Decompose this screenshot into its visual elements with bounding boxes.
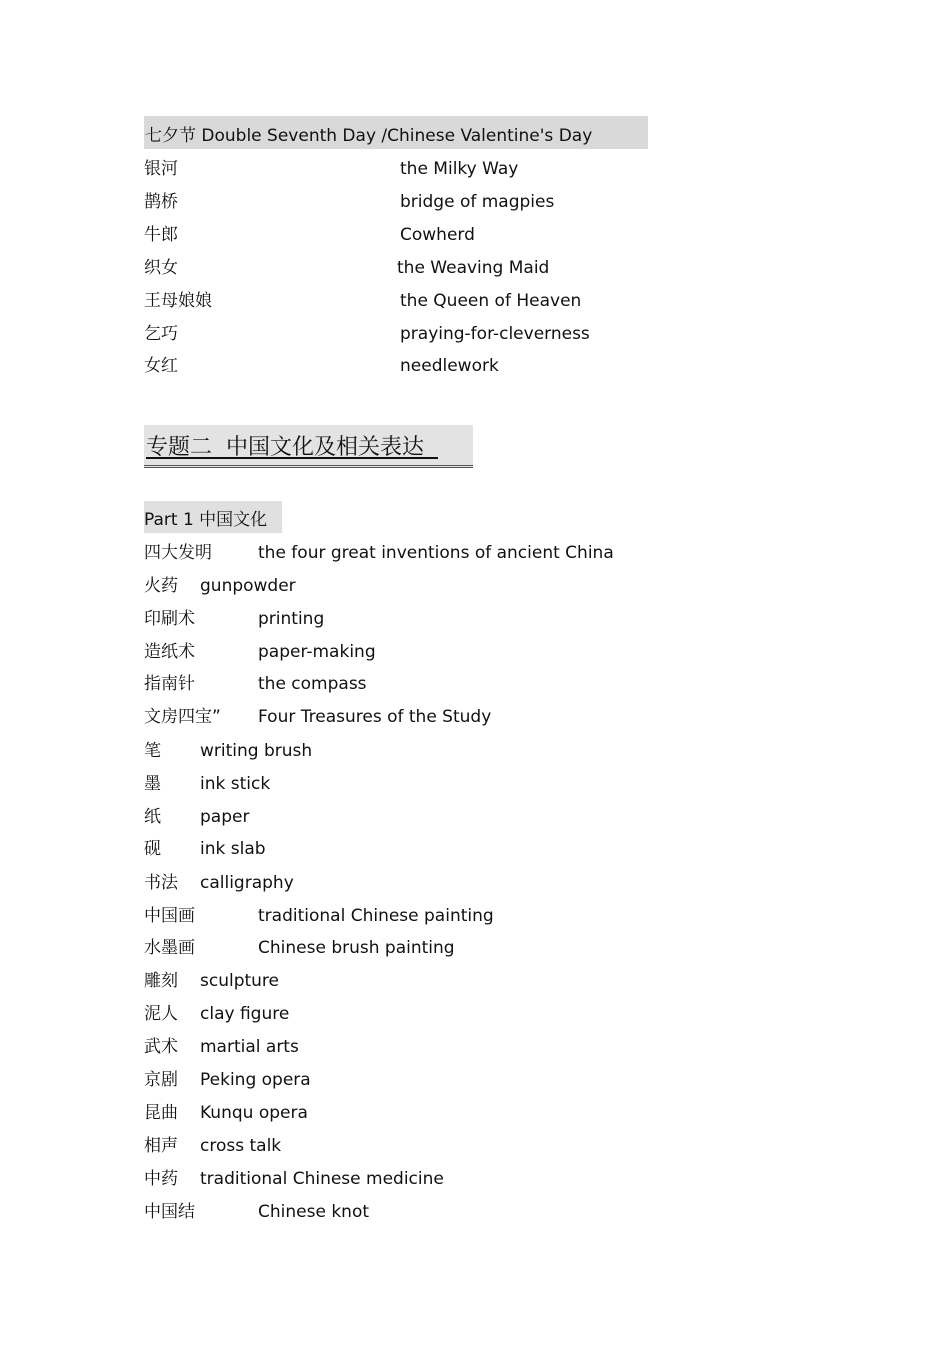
term-zh: 中国画	[144, 906, 195, 926]
term-en: Cowherd	[400, 225, 475, 245]
part-label: Part 1 中国文化	[144, 510, 268, 530]
term-zh: 中国结	[144, 1202, 195, 1222]
term-en: gunpowder	[200, 576, 296, 596]
term-en: paper	[200, 807, 250, 827]
term-en: Four Treasures of the Study	[258, 707, 492, 727]
term-zh: 女红	[144, 356, 178, 376]
term-zh: 砚	[144, 839, 161, 859]
term-zh: 火药	[144, 576, 178, 596]
term-en: Chinese knot	[258, 1202, 370, 1222]
term-en: the Queen of Heaven	[400, 291, 582, 311]
term-en: the Weaving Maid	[397, 258, 550, 278]
term-en: needlework	[400, 356, 499, 376]
term-en: Peking opera	[200, 1070, 311, 1090]
term-zh: 京剧	[144, 1070, 178, 1090]
term-en: calligraphy	[200, 873, 294, 893]
term-zh: 书法	[144, 873, 178, 893]
term-en: the four great inventions of ancient China	[258, 543, 614, 563]
term-zh: 乞巧	[144, 324, 178, 344]
term-zh: 墨	[144, 774, 161, 794]
term-zh: 印刷术	[144, 609, 195, 629]
term-en: bridge of magpies	[400, 192, 555, 212]
term-en: printing	[258, 609, 325, 629]
term-en: sculpture	[200, 971, 280, 991]
term-zh: 文房四宝”	[144, 707, 221, 727]
term-zh: 四大发明	[144, 543, 212, 563]
term-en: ink stick	[200, 774, 271, 794]
term-zh: 指南针	[144, 674, 195, 694]
topic-title: 专题二 中国文化及相关表达	[146, 435, 438, 460]
term-zh: 银河	[144, 159, 178, 179]
term-zh: 造纸术	[144, 642, 195, 662]
term-zh: 昆曲	[144, 1103, 178, 1123]
term-zh: 泥人	[144, 1004, 178, 1024]
term-zh: 纸	[144, 807, 161, 827]
term-en: ink slab	[200, 839, 266, 859]
term-en: martial arts	[200, 1037, 299, 1057]
term-en: traditional Chinese painting	[258, 906, 494, 926]
term-en: Chinese brush painting	[258, 938, 455, 958]
term-zh: 织女	[144, 258, 178, 278]
term-en: the compass	[258, 674, 367, 694]
term-en: cross talk	[200, 1136, 282, 1156]
term-en: Kunqu opera	[200, 1103, 308, 1123]
term-en: traditional Chinese medicine	[200, 1169, 444, 1189]
term-zh: 王母娘娘	[144, 291, 212, 311]
term-zh: 中药	[144, 1169, 178, 1189]
term-en: praying-for-cleverness	[400, 324, 590, 344]
term-zh: 鹊桥	[144, 192, 178, 212]
topic-heading	[144, 425, 473, 468]
term-zh: 牛郎	[144, 225, 178, 245]
term-zh: 雕刻	[144, 971, 178, 991]
term-en: clay figure	[200, 1004, 290, 1024]
term-en: paper-making	[258, 642, 376, 662]
term-en: writing brush	[200, 741, 313, 761]
term-zh: 武术	[144, 1037, 178, 1057]
term-en: the Milky Way	[400, 159, 519, 179]
term-zh: 相声	[144, 1136, 178, 1156]
festival-header: 七夕节 Double Seventh Day /Chinese Valentine's Day	[145, 126, 593, 146]
term-zh: 笔	[144, 741, 161, 761]
term-zh: 水墨画	[144, 938, 195, 958]
